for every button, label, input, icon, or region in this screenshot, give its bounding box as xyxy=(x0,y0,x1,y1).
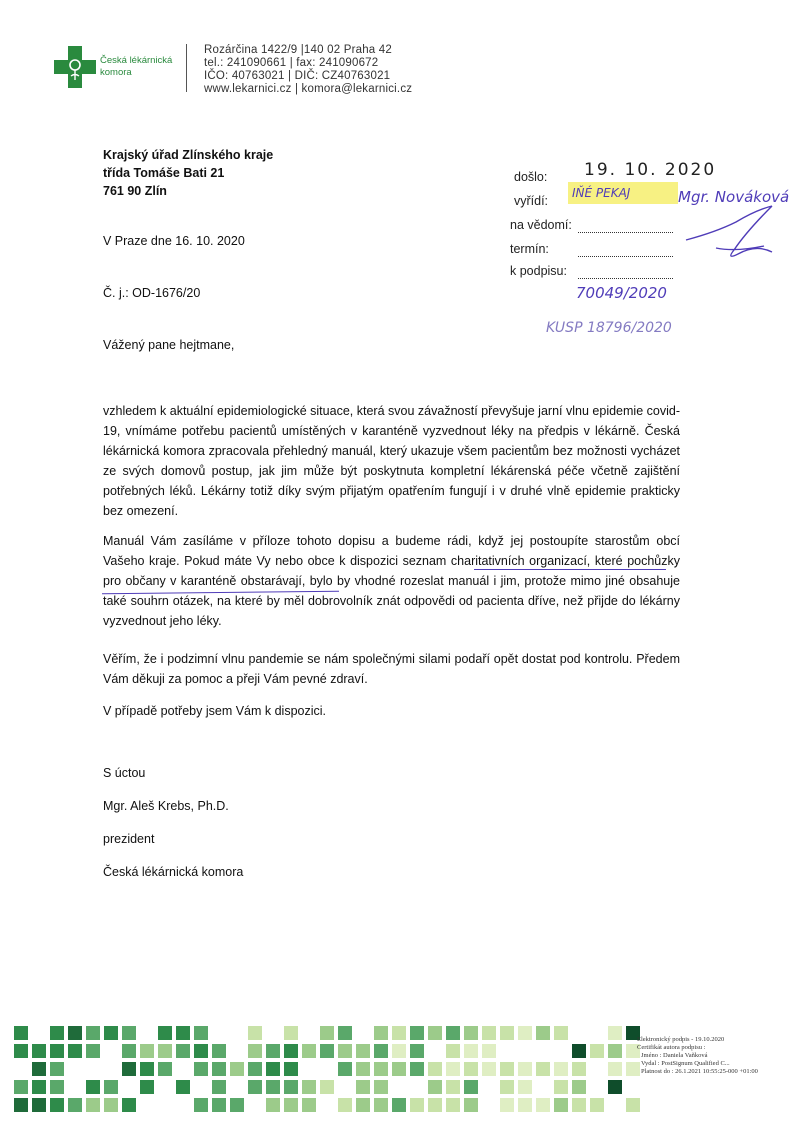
footer-square xyxy=(572,1080,586,1094)
footer-square xyxy=(446,1098,460,1112)
footer-square xyxy=(392,1098,406,1112)
footer-square xyxy=(176,1026,190,1040)
salutation: Vážený pane hejtmane, xyxy=(103,338,235,352)
stamp-label-podpisu: k podpisu: xyxy=(510,264,567,278)
footer-square xyxy=(320,1080,334,1094)
footer-square xyxy=(86,1026,100,1040)
footer-square xyxy=(140,1080,154,1094)
footer-square xyxy=(122,1044,136,1058)
footer-square xyxy=(626,1098,640,1112)
letter-paragraph xyxy=(103,531,680,631)
footer-square xyxy=(230,1098,244,1112)
footer-square xyxy=(374,1044,388,1058)
footer-square xyxy=(14,1026,28,1040)
footer-square xyxy=(212,1044,226,1058)
footer-square xyxy=(500,1080,514,1094)
footer-square xyxy=(464,1026,478,1040)
footer-square xyxy=(374,1080,388,1094)
footer-square xyxy=(500,1098,514,1112)
footer-square xyxy=(482,1026,496,1040)
footer-square xyxy=(158,1062,172,1076)
footer-pattern xyxy=(0,1020,640,1115)
footer-square xyxy=(140,1044,154,1058)
footer-square xyxy=(50,1098,64,1112)
footer-square xyxy=(428,1026,442,1040)
footer-square xyxy=(554,1026,568,1040)
footer-square xyxy=(248,1026,262,1040)
footer-square xyxy=(446,1080,460,1094)
stamp-dotted-line xyxy=(578,232,673,233)
paragraph-text: Věřím, že i podzimní vlnu pandemie se nám společnými silami podaří opět dostat pod kontrolu. Předem Vám děkuji za pomoc a přeji Vám pevné zdraví. xyxy=(103,652,680,686)
header-divider xyxy=(186,44,187,92)
footer-square xyxy=(428,1080,442,1094)
esig-line: Elektronický podpis - 19.10.2020 xyxy=(637,1036,725,1043)
footer-square xyxy=(338,1044,352,1058)
footer-square xyxy=(284,1080,298,1094)
footer-square xyxy=(536,1026,550,1040)
footer-square xyxy=(338,1062,352,1076)
footer-square xyxy=(500,1026,514,1040)
closing-greeting: S úctou xyxy=(103,766,146,780)
footer-square xyxy=(284,1044,298,1058)
pen-underline xyxy=(474,569,666,570)
handwritten-kusp: KUSP 18796/2020 xyxy=(546,320,672,336)
footer-square xyxy=(14,1098,28,1112)
footer-square xyxy=(410,1062,424,1076)
footer-square xyxy=(428,1098,442,1112)
footer-square xyxy=(356,1098,370,1112)
pharmacy-cross-icon xyxy=(54,46,96,88)
footer-square xyxy=(248,1062,262,1076)
footer-square xyxy=(266,1062,280,1076)
footer-square xyxy=(590,1044,604,1058)
footer-square xyxy=(284,1098,298,1112)
footer-square xyxy=(536,1098,550,1112)
footer-square xyxy=(32,1062,46,1076)
footer-square xyxy=(32,1044,46,1058)
footer-square xyxy=(68,1098,82,1112)
footer-square xyxy=(176,1080,190,1094)
footer-square xyxy=(464,1062,478,1076)
logo-org-name: Česká lékárnická komora xyxy=(100,55,173,78)
footer-square xyxy=(32,1098,46,1112)
electronic-signature xyxy=(637,1036,797,1076)
stamp-handler: IŇÉ PEKAJ xyxy=(572,186,631,200)
footer-square xyxy=(518,1098,532,1112)
footer-square xyxy=(608,1062,622,1076)
footer-square xyxy=(518,1026,532,1040)
footer-square xyxy=(464,1080,478,1094)
signatory-title: prezident xyxy=(103,832,155,846)
footer-square xyxy=(50,1044,64,1058)
footer-square xyxy=(302,1080,316,1094)
footer-square xyxy=(248,1044,262,1058)
addressee-line: třída Tomáše Bati 21 xyxy=(103,166,225,180)
footer-square xyxy=(212,1098,226,1112)
footer-square xyxy=(608,1080,622,1094)
footer-square xyxy=(284,1026,298,1040)
footer-square xyxy=(68,1026,82,1040)
footer-square xyxy=(446,1062,460,1076)
footer-square xyxy=(446,1026,460,1040)
esig-line: Vydal : PostSignum Qualified C... xyxy=(641,1060,730,1067)
footer-square xyxy=(392,1026,406,1040)
stamp-received-date: 19. 10. 2020 xyxy=(584,160,717,180)
footer-square xyxy=(302,1098,316,1112)
footer-square xyxy=(356,1062,370,1076)
footer-square xyxy=(482,1044,496,1058)
footer-square xyxy=(428,1062,442,1076)
footer-square xyxy=(14,1044,28,1058)
footer-square xyxy=(608,1044,622,1058)
handwritten-signature-icon xyxy=(676,202,786,262)
place-date: V Praze dne 16. 10. 2020 xyxy=(103,234,245,248)
stamp-label-vyridi: vyřídí: xyxy=(514,194,549,208)
footer-square xyxy=(482,1062,496,1076)
footer-square xyxy=(266,1044,280,1058)
handwritten-reference: 70049/2020 xyxy=(576,284,667,302)
footer-square xyxy=(194,1062,208,1076)
paragraph-text: Manuál Vám zasíláme v příloze tohoto dopisu a budeme rádi, když jej postoupíte starostům obcí Vašeho kraje. Pokud máte Vy nebo obce k dispozici seznam charitativních organizací, které pochůzky pro občany v karanténě obstarávají, bylo by vhodné rozeslat manuál i jim, protože mimo jiné obsahuje také souhrn otázek, na které by měl dobrovolník znát odpovědi od pacienta dříve, než přijde do lékárny vyzvednout jeho léky. xyxy=(103,534,680,628)
footer-square xyxy=(446,1044,460,1058)
letter-paragraph xyxy=(103,401,680,521)
header-contact xyxy=(204,44,412,96)
stamp-label-doslo: došlo: xyxy=(514,170,548,184)
footer-square xyxy=(464,1098,478,1112)
paragraph-text: vzhledem k aktuální epidemiologické situace, která svou závažností převyšuje jarní vlnu epidemie covid-19, vnímáme potřebu pacientů umístěných v karanténě vyzvednout léky na předpis v lékárně. Česká lékárnická komora zpracovala přehledný manuál, který ukazuje všem pacientům bez možnosti vycházet ze svých domovů postup, jak jim může být poskytnuta kompletní lékárenská péče včetně zajištění potřebných léků. Lékárny totiž díky svým přijatým opatřením fungují i v druhé vlně epidemie prakticky bez omezení. xyxy=(103,404,680,518)
footer-square xyxy=(374,1062,388,1076)
footer-square xyxy=(374,1026,388,1040)
footer-square xyxy=(248,1080,262,1094)
footer-square xyxy=(320,1044,334,1058)
footer-square xyxy=(158,1044,172,1058)
footer-square xyxy=(410,1044,424,1058)
addressee xyxy=(103,146,273,200)
addressee-line: Krajský úřad Zlínského kraje xyxy=(103,148,274,162)
footer-square xyxy=(410,1026,424,1040)
footer-square xyxy=(32,1080,46,1094)
stamp-dotted-line xyxy=(578,256,673,257)
phone-line: tel.: 241090661 | fax: 241090672 xyxy=(204,57,379,69)
esig-line: Platnost do : 26.1.2021 10:55:25-000 +01:00 xyxy=(641,1068,758,1075)
footer-square xyxy=(68,1044,82,1058)
footer-square xyxy=(572,1062,586,1076)
footer-square xyxy=(464,1044,478,1058)
footer-square xyxy=(572,1098,586,1112)
footer-square xyxy=(284,1062,298,1076)
footer-square xyxy=(572,1044,586,1058)
footer-square xyxy=(158,1026,172,1040)
footer-square xyxy=(338,1026,352,1040)
footer-square xyxy=(86,1080,100,1094)
footer-square xyxy=(410,1098,424,1112)
esig-line: Jméno : Daniela Vaňková xyxy=(641,1052,708,1059)
footer-square xyxy=(266,1080,280,1094)
footer-square xyxy=(86,1044,100,1058)
footer-square xyxy=(320,1026,334,1040)
ids-line: IČO: 40763021 | DIČ: CZ40763021 xyxy=(204,70,391,82)
stamp-label-termin: termín: xyxy=(510,242,549,256)
addressee-line: 761 90 Zlín xyxy=(103,184,167,198)
footer-square xyxy=(194,1044,208,1058)
footer-square xyxy=(230,1062,244,1076)
footer-square xyxy=(518,1062,532,1076)
footer-square xyxy=(122,1026,136,1040)
letter-paragraph xyxy=(103,701,680,721)
esig-line: Certifikát autora podpisu : xyxy=(637,1044,706,1051)
footer-square xyxy=(104,1080,118,1094)
footer-square xyxy=(50,1026,64,1040)
footer-square xyxy=(176,1044,190,1058)
stamp-label-vedomi: na vědomí: xyxy=(510,218,572,232)
registry-stamp xyxy=(506,160,796,350)
footer-square xyxy=(86,1098,100,1112)
footer-square xyxy=(356,1080,370,1094)
web-line: www.lekarnici.cz | komora@lekarnici.cz xyxy=(204,83,413,95)
footer-square xyxy=(392,1044,406,1058)
footer-square xyxy=(608,1026,622,1040)
reference-number: Č. j.: OD-1676/20 xyxy=(103,286,201,300)
signatory-org: Česká lékárnická komora xyxy=(103,865,244,879)
footer-square xyxy=(554,1098,568,1112)
letter-paragraph xyxy=(103,649,680,689)
footer-square xyxy=(122,1062,136,1076)
footer-square xyxy=(500,1062,514,1076)
stamp-handler-name: Mgr. Nováková xyxy=(678,188,790,206)
org-logo xyxy=(54,46,180,88)
footer-square xyxy=(338,1098,352,1112)
stamp-dotted-line xyxy=(578,278,673,279)
footer-square xyxy=(554,1080,568,1094)
footer-square xyxy=(266,1098,280,1112)
footer-square xyxy=(194,1026,208,1040)
footer-square xyxy=(140,1062,154,1076)
footer-square xyxy=(374,1098,388,1112)
paragraph-text: V případě potřeby jsem Vám k dispozici. xyxy=(103,704,327,718)
footer-square xyxy=(212,1062,226,1076)
footer-square xyxy=(122,1098,136,1112)
footer-square xyxy=(50,1062,64,1076)
footer-square xyxy=(356,1044,370,1058)
footer-square xyxy=(590,1098,604,1112)
footer-square xyxy=(302,1044,316,1058)
address-line: Rozárčina 1422/9 |140 02 Praha 42 xyxy=(204,44,392,56)
footer-square xyxy=(194,1098,208,1112)
footer-square xyxy=(50,1080,64,1094)
footer-square xyxy=(104,1026,118,1040)
footer-square xyxy=(554,1062,568,1076)
footer-square xyxy=(14,1080,28,1094)
footer-square xyxy=(212,1080,226,1094)
footer-square xyxy=(536,1062,550,1076)
signatory-name: Mgr. Aleš Krebs, Ph.D. xyxy=(103,799,229,813)
footer-square xyxy=(104,1098,118,1112)
footer-square xyxy=(518,1080,532,1094)
footer-square xyxy=(392,1062,406,1076)
